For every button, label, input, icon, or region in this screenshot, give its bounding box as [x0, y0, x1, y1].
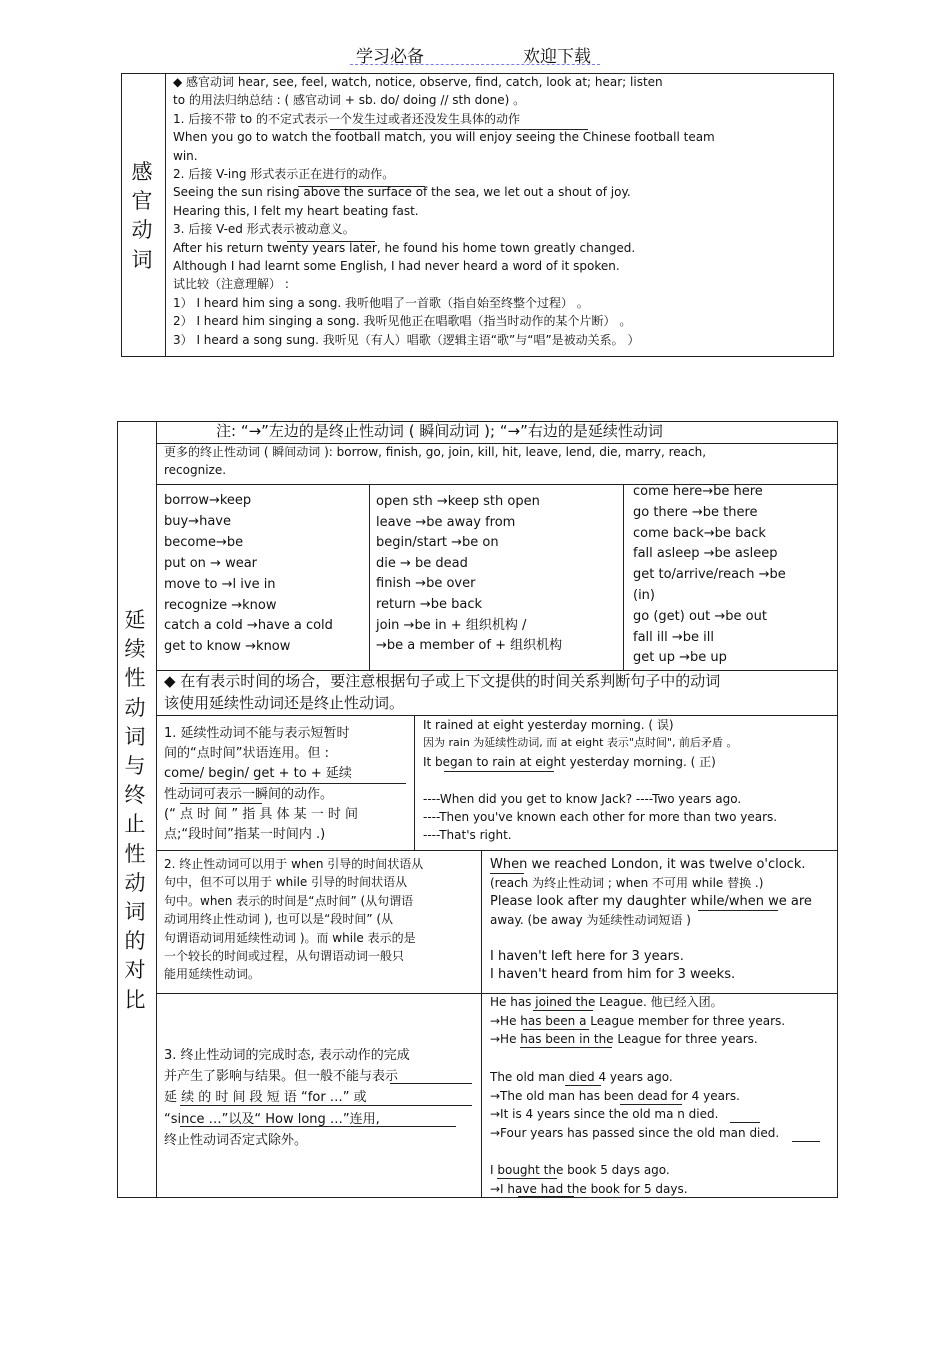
- verb-pair: return →be back: [376, 596, 483, 612]
- rule2-right: [490, 856, 812, 985]
- rule-line: 2. 终止性动词可以用于 when 引导的时间状语从: [164, 857, 424, 871]
- underline: [180, 1105, 472, 1106]
- sensory-line: 3） I heard a song sung. 我听见（有人）唱歌（逻辑主语“歌”与“唱”是被动关系。 ）: [173, 332, 640, 347]
- sensory-side-label: [127, 158, 157, 275]
- rule-line: 性动词可表示一瞬间的动作。: [164, 786, 334, 802]
- rule-line: come/ begin/ get + to + 延续: [164, 766, 352, 782]
- example-line: ----Then you've known each other for more than two years.: [423, 810, 778, 825]
- sensory-line: 3. 后接 V-ed 形式表示被动意义。: [173, 222, 355, 237]
- side-char: 与: [124, 754, 146, 779]
- rule1-left: [164, 724, 358, 845]
- side-char: 续: [124, 637, 146, 662]
- sensory-line: When you go to watch the football match, you will enjoy seeing the Chinese football team: [173, 130, 715, 145]
- rule-line: 并产生了影响与结果。但一般不能与表示: [164, 1069, 399, 1085]
- underline: [523, 1029, 589, 1030]
- verb-pair: come back→be back: [633, 525, 766, 541]
- verb-pair: become→be: [164, 534, 244, 550]
- sensory-line: 2. 后接 V-ing 形式表示正在进行的动作。: [173, 167, 395, 182]
- rule1-right: [423, 716, 777, 845]
- side-char: 延: [124, 608, 146, 632]
- rule-line: 动词用终止性动词 ), 也可以是“段时间” (从: [164, 912, 394, 927]
- verb-pair: begin/start →be on: [376, 535, 499, 551]
- verb-pairs-col2: [376, 492, 562, 657]
- verb-pair: get up →be up: [633, 650, 727, 666]
- example-line: [423, 771, 777, 789]
- side-char: 词: [124, 724, 146, 749]
- sensory-line: 试比较（注意理解） :: [173, 277, 289, 292]
- rule3-left: [164, 1045, 410, 1151]
- tip-line: 该使用延续性动词还是终止性动词。: [164, 694, 405, 712]
- sensory-line: win.: [173, 148, 198, 163]
- sensory-line: After his return twenty years later, he found his home town greatly changed.: [173, 240, 636, 255]
- sensory-line: Although I had learnt some English, I had never heard a word of it spoken.: [173, 259, 620, 274]
- example-line: Please look after my daughter while/when we are: [490, 893, 812, 909]
- header-underline: [350, 64, 600, 65]
- sensory-line: 2） I heard him singing a song. 我听见他正在唱歌唱（指当时动作的某个片断） 。: [173, 314, 632, 329]
- side-char: 的: [124, 929, 146, 954]
- side-char: 动: [124, 695, 146, 720]
- underline: [390, 1083, 472, 1084]
- row-divider: [156, 850, 838, 851]
- rule-line: 句谓语动词用延续性动词 )。而 while 表示的是: [164, 930, 416, 945]
- side-char: 动: [131, 218, 153, 243]
- example-line: →Four years has passed since the old man died.: [490, 1125, 780, 1140]
- underline: [620, 1104, 682, 1105]
- underline: [298, 186, 425, 187]
- example-line: He has joined the League. 他已经入团。: [490, 995, 723, 1009]
- verb-pair: →be a member of + 组织机构: [376, 638, 563, 654]
- rule-line: 句中。when 表示的时间是“点时间” (从句谓语: [164, 893, 414, 908]
- example-line: 因为 rain 为延续性动词, 而 at eight 表示"点时间", 前后矛盾 。: [423, 736, 738, 750]
- example-line: I haven't heard from him for 3 weeks.: [490, 967, 736, 983]
- sensory-line: 1. 后接不带 to 的不定式表示一个发生过或者还没发生具体的动作: [173, 111, 520, 126]
- verb-pair: leave →be away from: [376, 514, 516, 530]
- durative-side-label: [120, 606, 150, 1015]
- verb-pair: go (get) out →be out: [633, 608, 767, 624]
- rule-line: 延 续 的 时 间 段 短 语 “for …” 或: [164, 1090, 367, 1106]
- side-char: 止: [124, 812, 146, 837]
- side-char: 性: [124, 666, 146, 691]
- example-line: [490, 1049, 785, 1068]
- rule3-right: [490, 993, 785, 1199]
- verb-pair: recognize →know: [164, 597, 277, 613]
- example-line: →He has been in the League for three years.: [490, 1032, 758, 1047]
- sensory-line: to 的用法归纳总结 : ( 感官动词 + sb. do/ doing // sth done) 。: [173, 93, 526, 108]
- more-terminal-verbs: [164, 443, 706, 480]
- verb-pair: fall ill →be ill: [633, 629, 714, 645]
- underline: [730, 1122, 760, 1123]
- underline: [180, 783, 406, 784]
- example-line: away. (be away 为延续性动词短语 ): [490, 913, 691, 928]
- verb-pair: die → be dead: [376, 555, 468, 571]
- verb-pair: put on → wear: [164, 555, 258, 571]
- side-char: 对: [124, 958, 146, 983]
- verb-pair: move to →l ive in: [164, 576, 276, 592]
- example-line: I haven't left here for 3 years.: [490, 949, 684, 965]
- underline: [698, 910, 778, 911]
- example-line: (reach 为终止性动词 ; when 不可用 while 替换 .): [490, 876, 764, 891]
- side-char: 终: [124, 783, 146, 808]
- verb-pair: fall asleep →be asleep: [633, 546, 778, 562]
- example-line: ----When did you get to know Jack? ----Two years ago.: [423, 791, 742, 806]
- more-terminal-line: recognize.: [164, 463, 227, 478]
- example-line: [490, 930, 812, 948]
- more-terminal-line: 更多的终止性动词 ( 瞬间动词 ): borrow, finish, go, join, kill, hit, leave, lend, die, marry, reach,: [164, 445, 707, 459]
- rule-line: 间的“点时间”状语连用。但 :: [164, 746, 329, 762]
- rule-line: 终止性动词否定式除外。: [164, 1132, 308, 1148]
- verb-pair: buy→have: [164, 513, 231, 529]
- tip-line: ◆ 在有表示时间的场合，要注意根据句子或上下文提供的时间关系判断句子中的动词: [164, 672, 721, 690]
- rule2-left: [164, 855, 423, 984]
- example-line: I bought the book 5 days ago.: [490, 1163, 670, 1178]
- tip-row: [164, 670, 720, 714]
- verb-pair: open sth →keep sth open: [376, 494, 540, 509]
- side-char: 比: [124, 987, 146, 1012]
- sensory-content: [173, 73, 715, 349]
- verb-pairs-col3: [633, 482, 786, 669]
- verb-pair: get to know →know: [164, 639, 291, 655]
- header-right-text: 欢迎下载: [523, 47, 591, 67]
- rule-line: 1. 延续性动词不能与表示短暂时: [164, 726, 350, 741]
- rule-line: “since …”以及“ How long …”连用,: [164, 1111, 380, 1127]
- verb-pair: (in): [633, 587, 655, 603]
- verb-pair: finish →be over: [376, 576, 476, 592]
- example-line: ----That's right.: [423, 828, 512, 843]
- underline: [565, 1085, 601, 1086]
- example-line: It rained at eight yesterday morning. ( 误): [423, 718, 674, 732]
- rule-line: 点;“段时间”指某一时间内 .): [164, 827, 326, 843]
- sensory-line: Hearing this, I felt my heart beating fast.: [173, 203, 419, 218]
- side-char: 词: [131, 247, 153, 272]
- underline: [180, 803, 262, 804]
- side-char: 官: [131, 189, 153, 214]
- example-line: The old man died 4 years ago.: [490, 1069, 673, 1084]
- side-column-divider: [156, 421, 157, 1198]
- verb-pairs-col1: [164, 491, 333, 658]
- sensory-line: 1） I heard him sing a song. 我听他唱了一首歌（指自始至终整个过程） 。: [173, 295, 589, 310]
- rule-line: (“ 点 时 间 ” 指 具 体 某 一 时 间: [164, 806, 358, 822]
- col-divider: [481, 850, 482, 1198]
- underline: [533, 1010, 593, 1011]
- note-row: 注: “→”左边的是终止性动词 ( 瞬间动词 ); “→”右边的是延续性动词: [216, 422, 663, 440]
- underline: [792, 1141, 820, 1142]
- sensory-line: ◆ 感官动词 hear, see, feel, watch, notice, observe, find, catch, look at; hear; listen: [173, 75, 663, 89]
- example-line: →I have had the book for 5 days.: [490, 1182, 688, 1197]
- col-divider: [623, 484, 624, 670]
- side-char: 词: [124, 900, 146, 925]
- sensory-line: Seeing the sun rising above the surface of the sea, we let out a shout of joy.: [173, 185, 631, 200]
- side-char: 性: [124, 841, 146, 866]
- rule-line: 3. 终止性动词的完成时态, 表示动作的完成: [164, 1048, 410, 1063]
- example-line: It began to rain at eight yesterday morning. ( 正): [423, 754, 716, 769]
- verb-pair: borrow→keep: [164, 493, 252, 508]
- col-divider: [414, 715, 415, 850]
- sensory-column-divider: [165, 73, 166, 357]
- verb-pair: get to/arrive/reach →be: [633, 567, 786, 583]
- underline: [520, 1047, 612, 1048]
- rule-line: 一个较长的时间或过程，从句谓语动词一般只: [164, 949, 405, 964]
- example-line: →It is 4 years since the old ma n died.: [490, 1107, 719, 1122]
- verb-pair: go there →be there: [633, 504, 758, 520]
- verb-pair: catch a cold →have a cold: [164, 618, 333, 634]
- example-line: →The old man has been dead for 4 years.: [490, 1088, 740, 1103]
- underline: [180, 1126, 456, 1127]
- underline: [330, 129, 588, 130]
- rule-line: 能用延续性动词。: [164, 967, 261, 982]
- verb-pair: come here→be here: [633, 484, 763, 499]
- side-char: 感: [131, 160, 153, 184]
- page-header: [0, 42, 950, 66]
- side-char: 动: [124, 870, 146, 895]
- example-line: When we reached London, it was twelve o'clock.: [490, 857, 806, 872]
- underline: [490, 873, 524, 874]
- col-divider: [369, 484, 370, 670]
- header-left-text: 学习必备: [356, 47, 424, 67]
- underline: [518, 1196, 574, 1197]
- verb-pair: join →be in + 组织机构 /: [376, 617, 527, 633]
- rule-line: 句中，但不可以用于 while 引导的时间状语从: [164, 875, 408, 890]
- underline: [287, 241, 375, 242]
- example-line: [490, 1143, 785, 1162]
- underline: [497, 1178, 557, 1179]
- underline: [444, 771, 554, 772]
- example-line: →He has been a League member for three years.: [490, 1013, 786, 1028]
